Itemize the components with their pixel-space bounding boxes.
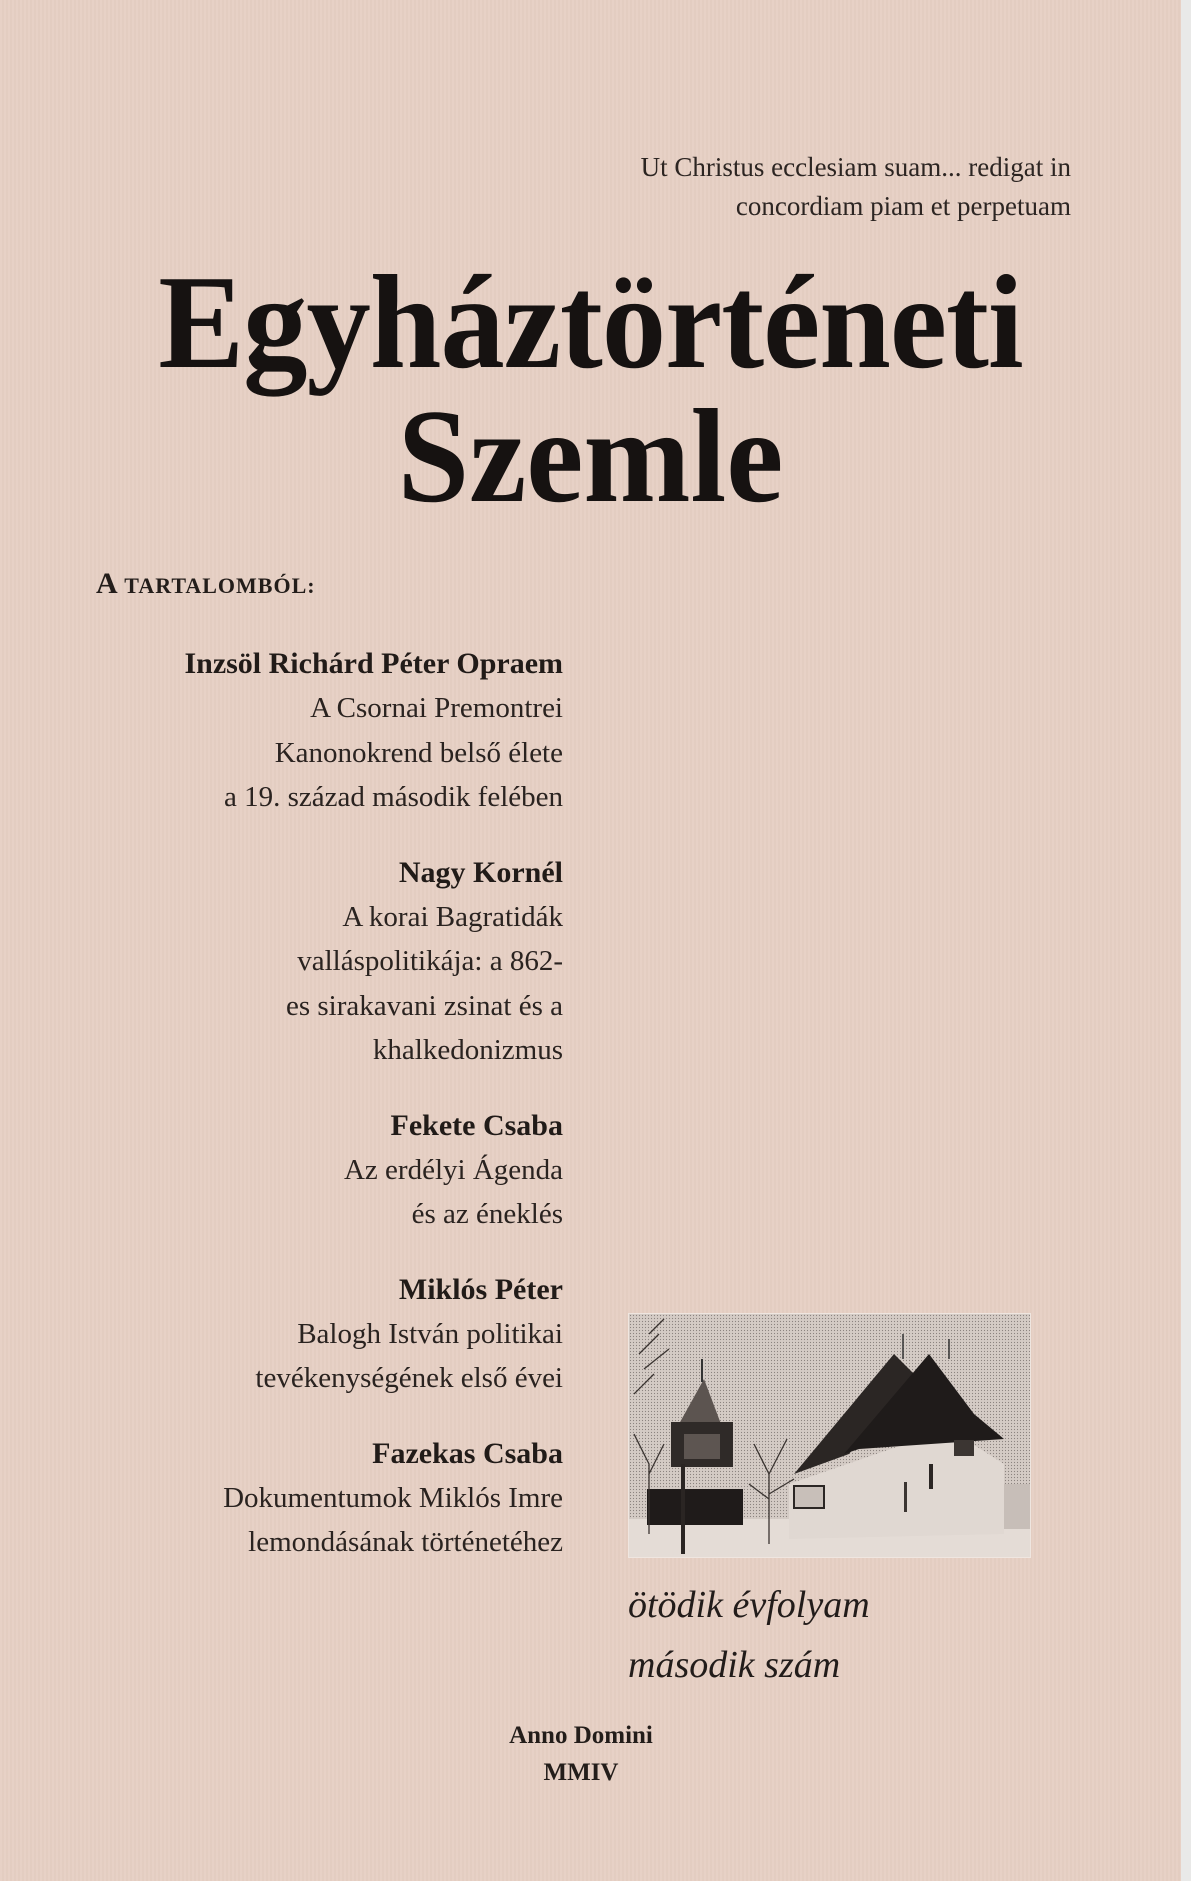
entry-title-line: Dokumentumok Miklós Imre (223, 1481, 563, 1514)
title-line-2: Szemle (397, 382, 784, 530)
motto (511, 148, 1071, 226)
anno-domini-label: Anno Domini (509, 1722, 653, 1749)
contents-entry (83, 1432, 563, 1565)
contents-entry (83, 1268, 563, 1401)
entry-title-line: és az éneklés (411, 1198, 563, 1230)
issue-number-label: második szám (628, 1644, 841, 1686)
entry-title-line: valláspolitikája: a 862- (297, 945, 563, 977)
motto-line: Ut Christus ecclesiam suam... redigat in (640, 152, 1071, 182)
entry-title-line: A Csornai Premontrei (310, 692, 563, 724)
entry-author: Miklós Péter (398, 1272, 563, 1306)
entry-title-line: Kanonokrend belső élete (274, 736, 563, 769)
contents-heading-initial: A (96, 567, 119, 600)
contents-list (83, 642, 563, 1596)
scan-edge (1181, 0, 1191, 1881)
volume-label: ötödik évfolyam (628, 1584, 870, 1626)
entry-title-line: tevékenységének első évei (255, 1362, 563, 1394)
entry-title-line: khalkedonizmus (372, 1034, 563, 1066)
title-line-1: Egyháztörténeti (158, 248, 1023, 396)
year-roman: MMIV (543, 1759, 619, 1786)
contents-heading-rest: TARTALOMBÓL: (118, 573, 316, 598)
contents-entry (83, 851, 563, 1073)
entry-title-line: a 19. század második felében (224, 781, 563, 813)
entry-author: Nagy Kornél (398, 855, 563, 889)
entry-title-line: Az erdélyi Ágenda (343, 1153, 563, 1186)
issue-info (628, 1575, 870, 1695)
entry-title-line: es sirakavani zsinat és a (285, 989, 563, 1022)
contents-entry (83, 1104, 563, 1237)
publication-year (0, 1717, 1162, 1791)
journal-title (0, 248, 1181, 530)
contents-heading (96, 567, 316, 601)
contents-entry (83, 642, 563, 820)
church-illustration-icon (629, 1314, 1030, 1557)
entry-author: Fazekas Csaba (372, 1436, 563, 1470)
entry-author: Inzsöl Richárd Péter Opraem (184, 647, 563, 680)
motto-line: concordiam piam et perpetuam (735, 191, 1071, 221)
entry-title-line: A korai Bagratidák (342, 900, 563, 933)
church-photo (628, 1313, 1031, 1558)
entry-author: Fekete Csaba (390, 1108, 563, 1142)
entry-title-line: Balogh István politikai (297, 1317, 563, 1350)
entry-title-line: lemondásának történetéhez (248, 1526, 563, 1558)
